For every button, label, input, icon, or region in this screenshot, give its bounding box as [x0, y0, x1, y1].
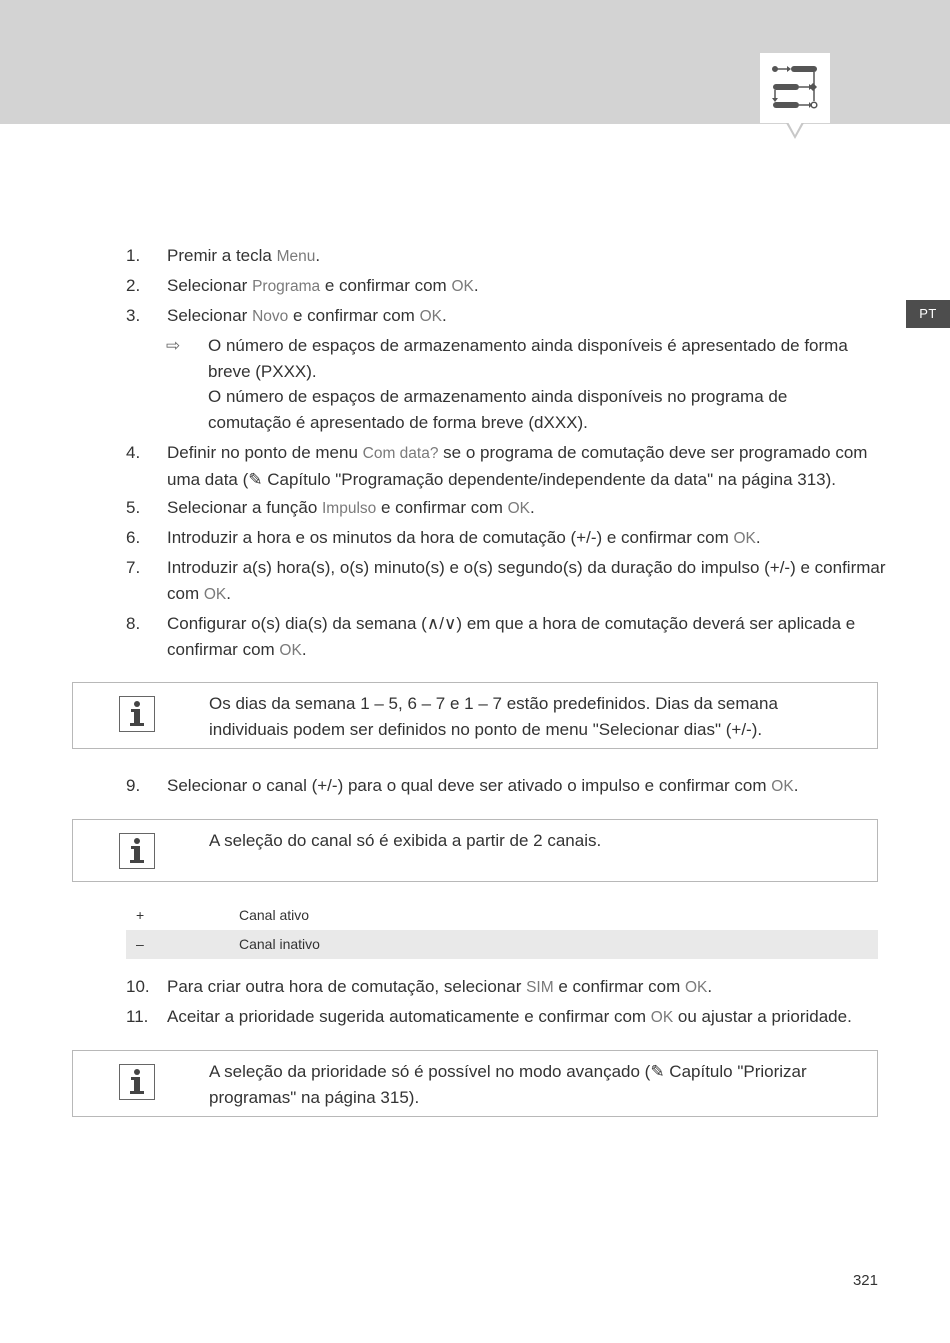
step-number: 4. [126, 443, 141, 462]
keyword-menu: Menu [276, 248, 316, 265]
keyword-novo: Novo [252, 308, 289, 325]
keyword-ok: OK [650, 1009, 674, 1026]
info-note-2 [72, 819, 878, 882]
keyword-ok: OK [733, 530, 756, 547]
step-2: 2. Selecionar Programa e confirmar com OK. [126, 273, 886, 300]
table-row [126, 901, 878, 930]
step-10: 10. Para criar outra hora de comutação, selecionar SIM e confirmar com OK. [126, 974, 886, 1001]
step-number: 2. [126, 276, 141, 295]
step-number: 7. [126, 558, 141, 577]
step-number: 8. [126, 614, 141, 633]
step-8: 8. Configurar o(s) dia(s) da semana (∧/∨) em que a hora de comutação deverá ser aplicada e confirmar com OK. [126, 611, 886, 663]
step-number: 9. [126, 776, 141, 795]
keyword-sim: SIM [526, 979, 554, 996]
keyword-ok: OK [419, 308, 442, 325]
keyword-ok: OK [507, 500, 530, 517]
info-note-text[interactable]: A seleção da prioridade só é possível no modo avançado (✎ Capítulo "Priorizar programas" na página 315). [209, 1062, 807, 1107]
keyword-ok: OK [451, 278, 474, 295]
info-icon [119, 696, 155, 732]
step-9: 9. Selecionar o canal (+/-) para o qual deve ser ativado o impulso e confirmar com OK. [126, 773, 886, 800]
page-number: 321 [852, 1272, 878, 1289]
symbol-table [126, 901, 878, 959]
step-number: 1. [126, 246, 141, 265]
info-note-1 [72, 682, 878, 749]
step-6: 6. Introduzir a hora e os minutos da hora de comutação (+/-) e confirmar com OK. [126, 525, 886, 552]
result-line-1: O número de espaços de armazenamento ainda disponíveis é apresentado de forma breve (PXXX). [208, 336, 848, 381]
step-1: 1. Premir a tecla Menu. [126, 243, 886, 270]
logo-pointer-inner [788, 122, 802, 135]
step-number: 6. [126, 528, 141, 547]
step-number: 3. [126, 306, 141, 325]
step-3: 3. Selecionar Novo e confirmar com OK. [126, 303, 886, 330]
result-arrow-icon: ⇨ [166, 336, 181, 355]
language-tab[interactable]: PT [906, 300, 950, 328]
symbol-description: Canal ativo [239, 907, 310, 923]
keyword-ok: OK [279, 641, 302, 659]
step-4: 4. Definir no ponto de menu Com data? se o programa de comutação deve ser programado com uma data (✎ Capítulo "Programação dependente/independente da data" na página 313). [126, 440, 886, 492]
symbol: + [136, 907, 145, 923]
table-row [126, 930, 878, 959]
step-number: 11. [126, 1007, 149, 1026]
keyword-impulso: Impulso [322, 500, 377, 517]
info-icon [119, 833, 155, 869]
info-icon [119, 1064, 155, 1100]
step-5: 5. Selecionar a função Impulso e confirmar com OK. [126, 495, 886, 522]
step-7: 7. Introduzir a(s) hora(s), o(s) minuto(s) e o(s) segundo(s) da duração do impulso (+/-) e confirmar com OK. [126, 555, 886, 607]
symbol-description: Canal inativo [239, 936, 320, 952]
result-line-2: O número de espaços de armazenamento ainda disponíveis no programa de comutação é apresentado de forma breve (dXXX). [208, 387, 788, 432]
info-note-3 [72, 1050, 878, 1117]
keyword-programa: Programa [252, 278, 321, 295]
keyword-com-data: Com data? [362, 445, 439, 462]
symbol: – [136, 936, 144, 952]
result-block [166, 333, 866, 435]
step-11: 11. Aceitar a prioridade sugerida automaticamente e confirmar com OK ou ajustar a prioridade. [126, 1004, 886, 1031]
step-number: 5. [126, 498, 141, 517]
info-note-text: Os dias da semana 1 – 5, 6 – 7 e 1 – 7 estão predefinidos. Dias da semana individuais podem ser definidos no ponto de menu "Selecionar dias" (+/-). [209, 694, 778, 739]
info-note-text: A seleção do canal só é exibida a partir de 2 canais. [209, 831, 602, 850]
chapter-link[interactable]: se o programa de comutação deve ser programado com uma data (✎ Capítulo "Programação dependente/independente da data" na página 313). [167, 443, 868, 489]
keyword-ok: OK [684, 979, 708, 996]
step-number: 10. [126, 977, 150, 996]
keyword-ok: OK [771, 778, 794, 795]
keyword-ok: OK [203, 585, 227, 603]
program-flow-icon [760, 53, 830, 123]
